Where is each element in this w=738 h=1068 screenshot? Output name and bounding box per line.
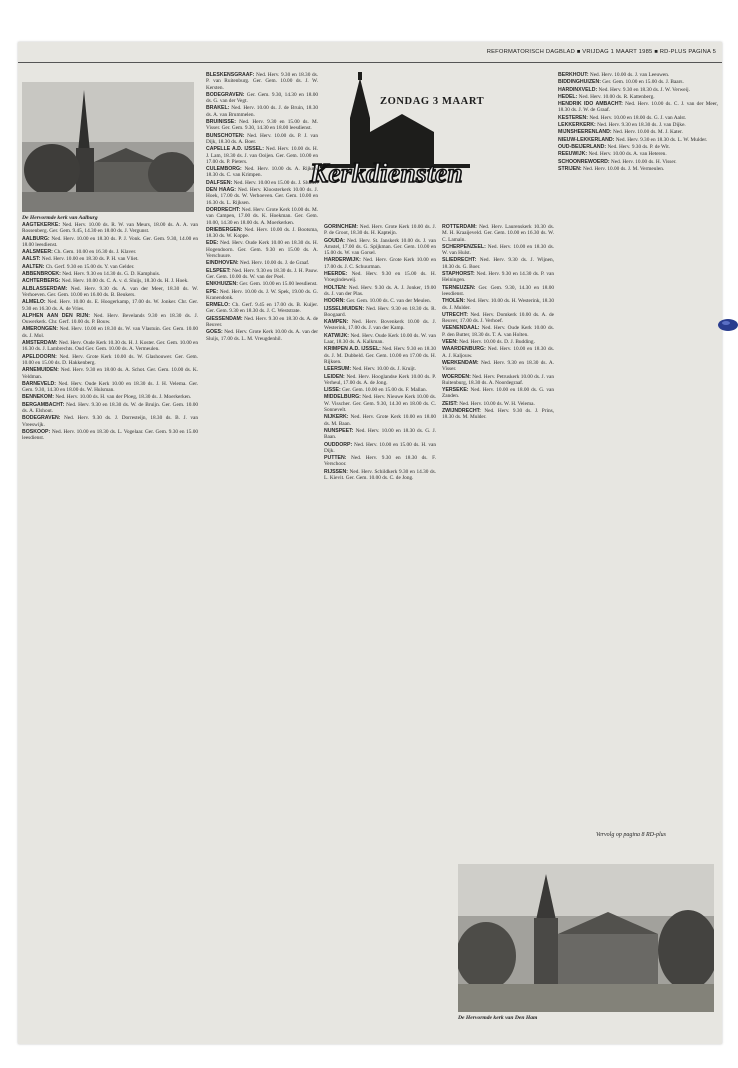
list-item: MIDDELBURG: Ned. Herv. Nieuwe Kerk 10.00 ds. W. Visscher. Ger. Gem. 9.30, 14.30 en 18.00 ds. C. Sonnevelt. xyxy=(324,394,436,414)
list-item: ARNEMUIDEN: Ned. Herv. 9.30 en 18.00 ds. A. Schot. Ger. Gem. 10.00 ds. K. Veldman. xyxy=(22,367,198,380)
list-item: HEERDE: Ned. Herv. 9.30 en 15.00 ds. H. Vroegindeweij. xyxy=(324,271,436,284)
list-item: BOSKOOP: Ned. Herv. 10.00 en 18.30 ds. L. Vogelaar. Ger. Gem. 9.30 en 15.00 leesdienst. xyxy=(22,428,198,442)
list-item: ALMELO: Ned. Herv. 10.00 ds. E. Hoogerkamp, 17.00 ds. W. Jonker. Chr. Ger. 9.30 en 16.30 ds. A. de Vries. xyxy=(22,299,198,312)
list-item: UTRECHT: Ned. Herv. Domkerk 10.00 ds. A. de Reuver, 17.00 ds. J. Verhoef. xyxy=(442,311,554,325)
list-item: STAPHORST: Ned. Herv. 9.30 en 14.30 ds. P. van Heiningen. xyxy=(442,271,554,284)
list-item: ROTTERDAM: Ned. Herv. Laurenskerk 10.30 ds. M. H. Kraaijeveld. Ger. Gem. 10.00 en 16.30 ds. W. C. Lamain. xyxy=(442,224,554,243)
list-item: GORINCHEM: Ned. Herv. Grote Kerk 10.00 ds. J. P. de Groot, 18.30 ds. H. Kapteijn. xyxy=(324,224,436,237)
list-item: OUD-BEIJERLAND: Ned. Herv. 9.30 ds. P. de Wit. xyxy=(558,143,671,150)
list-item: DEN HAAG: Ned. Herv. Kloosterkerk 10.00 ds. J. Hoek, 17.00 ds. W. Verhoeven. Ger. Gem. 10.00 en 16.30 ds. L. Rijksen. xyxy=(206,187,318,206)
list-item: ENKHUIZEN: Ger. Gem. 10.00 en 15.00 leesdienst. xyxy=(206,281,318,288)
list-item: HOORN: Ger. Gem. 10.00 ds. C. van der Meulen. xyxy=(324,298,431,305)
list-item: APELDOORN: Ned. Herv. Grote Kerk 10.00 ds. W. Glashouwer. Ger. Gem. 10.00 en 15.00 ds. D. Hakkenberg. xyxy=(22,353,198,366)
list-item: HARDINXVELD: Ned. Herv. 9.30 en 18.30 ds. J. W. Verweij. xyxy=(558,86,690,93)
list-item: GOUDA: Ned. Herv. St. Janskerk 10.00 ds. J. van Amstel, 17.00 ds. G. Spijkman. Ger. Gem. 10.00 en 15.00 ds. W. van Gorsel. xyxy=(324,237,436,257)
list-item: SLIEDRECHT: Ned. Herv. 9.30 ds. J. Wijnen, 18.30 ds. G. Boer. xyxy=(442,257,554,270)
list-item: HENDRIK IDO AMBACHT: Ned. Herv. 10.00 ds. C. J. van der Meer, 18.30 ds. J. W. de Graaf. xyxy=(558,101,718,114)
list-item: BRAKEL: Ned. Herv. 10.00 ds. J. de Bruin, 18.30 ds. A. van Brummelen. xyxy=(206,105,318,118)
list-item: AALSMEER: Ch. Gem. 10.00 en 16.30 ds. J. Klaver. xyxy=(22,249,137,256)
list-item: LISSE: Ger. Gem. 10.00 en 15.00 ds. F. Mallan. xyxy=(324,387,427,394)
newspaper-page xyxy=(18,42,722,1044)
list-item: AALST: Ned. Herv. 10.00 en 18.30 ds. P. H. van Vliet. xyxy=(22,256,139,263)
list-item: IJSSELMUIDEN: Ned. Herv. 9.30 en 18.30 ds. R. Boogaard. xyxy=(324,305,436,318)
list-item: BIDDINGHUIZEN: Ger. Gem. 10.00 en 15.00 ds. J. Baars. xyxy=(558,79,684,86)
list-item: AAGTEKERKE: Ned. Herv. 10.00 ds. R. W. van Meurs, 18.00 ds. A. A. van Rossenberg. Ger. Gem. 9.45, 14.30 en 18.00 ds. J. Vergunst. xyxy=(22,222,198,235)
list-item: WAARDENBURG: Ned. Herv. 10.00 en 18.30 ds. A. J. Kaljouw. xyxy=(442,346,554,359)
list-item: ACHTERBERG: Ned. Herv. 10.00 ds. C. A. v. d. Sluijs, 18.30 ds. H. J. Hoek. xyxy=(22,278,189,285)
list-item: BODEGRAVEN: Ger. Gem. 9.30, 14.30 en 18.00 ds. G. van der Vegt. xyxy=(206,91,318,105)
list-item: DORDRECHT: Ned. Herv. Grote Kerk 10.00 ds. M. van Campen, 17.00 ds. K. Hoekman. Ger. Gem. 10.00, 14.30 en 18.00 ds. A. Moerkerken. xyxy=(206,206,318,226)
list-item: VEEN: Ned. Herv. 10.00 ds. D. J. Budding. xyxy=(442,339,535,346)
list-item: LEERSUM: Ned. Herv. 10.00 ds. J. Kruijt. xyxy=(324,366,417,373)
column-3 xyxy=(324,224,436,1037)
list-item: NIEUW-LEKKERLAND: Ned. Herv. 9.30 en 18.30 ds. L. W. Mulder. xyxy=(558,136,708,143)
list-item: AALBURG: Ned. Herv. 10.00 en 18.30 ds. P. J. Vonk. Ger. Gem. 9.30, 14.00 en 18.00 leesdienst. xyxy=(22,235,198,248)
list-item: SCHERPENZEEL: Ned. Herv. 10.00 en 18.30 ds. W. van Hulst. xyxy=(442,243,554,257)
list-item: BLESKENSGRAAF: Ned. Herv. 9.30 en 18.30 ds. P. van Ruitenburg. Ger. Gem. 10.00 ds. J. W. Kersten. xyxy=(206,72,318,91)
list-item: GOES: Ned. Herv. Grote Kerk 10.00 ds. A. van der Sluijs, 17.00 ds. L. M. Vreugdenhil. xyxy=(206,329,318,342)
list-item: KRIMPEN A.D. IJSSEL: Ned. Herv. 9.30 en 18.30 ds. J. M. Dubbeld. Ger. Gem. 10.00 en 17.00 ds. H. Rijksen. xyxy=(324,346,436,365)
list-item: BENNEKOM: Ned. Herv. 10.00 ds. H. van der Ploeg, 18.30 ds. J. Moerkerken. xyxy=(22,394,192,401)
list-item: LEKKERKERK: Ned. Herv. 9.30 en 18.30 ds. J. van Dijke. xyxy=(558,122,686,129)
list-item: DALFSEN: Ned. Herv. 10.00 en 15.00 ds. J. Sluiter. xyxy=(206,179,318,186)
list-item: BERGAMBACHT: Ned. Herv. 9.30 en 18.30 ds. W. de Bruijn. Ger. Gem. 10.00 ds. A. Elshout. xyxy=(22,401,198,415)
list-item: HARDERWIJK: Ned. Herv. Grote Kerk 10.00 en 17.00 ds. J. C. Schuurman. xyxy=(324,257,436,270)
list-item: PUTTEN: Ned. Herv. 9.30 en 18.30 ds. F. Verschoor. xyxy=(324,455,436,468)
list-item: ELSPEET: Ned. Herv. 9.30 en 18.30 ds. J. H. Pauw. Ger. Gem. 10.00 ds. W. van der Poel. xyxy=(206,267,318,280)
list-item: ALBLASSERDAM: Ned. Herv. 9.30 ds. A. van der Meer, 18.30 ds. W. Verhoeven. Ger. Gem. 10.00 en 16.00 ds. B. Beukers. xyxy=(22,285,198,298)
list-item: LEIDEN: Ned. Herv. Hooglandse Kerk 10.00 ds. P. Verheul, 17.00 ds. A. de Jong. xyxy=(324,373,436,386)
list-item: BUNSCHOTEN: Ned. Herv. 10.00 ds. P. J. van Dijk, 18.30 ds. A. Boer. xyxy=(206,132,318,145)
kerkdiensten-title-block xyxy=(300,70,510,220)
list-item: AMSTERDAM: Ned. Herv. Oude Kerk 10.30 ds. H. J. Koster. Ger. Gem. 10.00 en 16.30 ds. J. Lambrechts. Oud Ger. Gem. 10.00 ds. A. Vermeulen. xyxy=(22,340,198,353)
list-item: KESTEREN: Ned. Herv. 10.00 en 18.00 ds. G. J. van Aalst. xyxy=(558,114,687,121)
list-item: EPE: Ned. Herv. 10.00 ds. J. W. Spek, 19.00 ds. G. Kranendonk. xyxy=(206,288,318,301)
list-item: SCHOONREWOERD: Ned. Herv. 10.00 ds. H. Visser. xyxy=(558,158,677,165)
list-item: ALPHEN AAN DEN RIJN: Ned. Herv. Bevelands 9.30 en 18.30 ds. J. Ouwerkerk. Chr. Gerf. 10.00 ds. P. Bouw. xyxy=(22,312,198,326)
list-item: ERMELO: Ch. Gerf. 9.45 en 17.00 ds. B. Kuijer. Ger. Gem. 9.30 en 18.30 ds. J. C. Weststrate. xyxy=(206,302,318,315)
page-title: Kerkdiensten xyxy=(310,158,464,188)
list-item: BARNEVELD: Ned. Herv. Oude Kerk 10.00 en 18.30 ds. J. H. Velema. Ger. Gem. 9.30, 14.30 en 18.00 ds. W. Hulsman. xyxy=(22,380,198,394)
list-item: BRUINISSE: Ned. Herv. 9.30 en 15.00 ds. M. Visser. Ger. Gem. 9.30, 14.30 en 18.00 leesdienst. xyxy=(206,119,318,132)
column-1 xyxy=(22,222,198,1037)
list-item: KATWIJK: Ned. Herv. Oude Kerk 10.00 ds. W. van Laar, 18.30 ds. A. Kalkman. xyxy=(324,332,436,346)
list-item: EDE: Ned. Herv. Oude Kerk 10.00 en 18.30 ds. H. Hogendoorn. Ger. Gem. 9.30 en 15.00 ds. A. Verschuure. xyxy=(206,240,318,260)
continued-note: Vervolg op pagina 8 RD-plus xyxy=(596,832,666,838)
list-item: KAMPEN: Ned. Herv. Bovenkerk 10.00 ds. J. Westerink, 17.00 ds. J. van der Kamp. xyxy=(324,319,436,332)
list-item: NUNSPEET: Ned. Herv. 10.00 en 18.30 ds. G. J. Baan. xyxy=(324,427,436,441)
list-item: STRIJEN: Ned. Herv. 10.00 ds. J. M. Vermeulen. xyxy=(558,165,665,172)
header-rule xyxy=(18,62,722,63)
list-item: CULEMBORG: Ned. Herv. 10.00 ds. A. Rijken, 18.30 ds. C. van Krimpen. xyxy=(206,166,318,179)
list-item: NIJKERK: Ned. Herv. Grote Kerk 10.00 en 18.00 ds. M. Baan. xyxy=(324,414,436,427)
photo-aalburg-church xyxy=(22,82,194,212)
list-item: RIJSSEN: Ned. Herv. Schildkerk 9.30 en 14.30 ds. L. Kievit. Ger. Gem. 10.00 ds. C. de Jong. xyxy=(324,468,436,481)
push-pin-icon xyxy=(716,318,738,332)
list-item: CAPELLE A.D. IJSSEL: Ned. Herv. 10.00 ds. H. J. Lam, 18.30 ds. J. van Ooijen. Ger. Gem. 10.00 en 17.00 ds. P. Pieters. xyxy=(206,146,318,165)
list-item: AMERONGEN: Ned. Herv. 10.00 en 18.30 ds. W. van Vlastuin. Ger. Gem. 10.00 ds. J. Mol. xyxy=(22,326,198,339)
list-item: REEUWIJK: Ned. Herv. 10.00 ds. A. van Heteren. xyxy=(558,151,667,158)
list-item: HOLTEN: Ned. Herv. 9.30 ds. A. J. Jonker, 19.00 ds. J. van der Plas. xyxy=(324,284,436,297)
list-item: EINDHOVEN: Ned. Herv. 10.00 ds. J. de Graaf. xyxy=(206,260,310,267)
list-item: VEENENDAAL: Ned. Herv. Oude Kerk 10.00 ds. P. den Butter, 18.30 ds. T. A. van Holten. xyxy=(442,325,554,338)
list-item: WOERDEN: Ned. Herv. Petruskerk 10.00 ds. J. van Ruitenburg, 18.30 ds. A. Noordegraaf. xyxy=(442,373,554,386)
list-item: ABBENBROEK: Ned. Herv. 9.30 en 14.30 ds. G. D. Kamphuis. xyxy=(22,271,161,278)
column-5 xyxy=(558,72,718,862)
list-item: BERKHOUT: Ned. Herv. 10.00 ds. J. van Leeuwen. xyxy=(558,72,670,78)
list-item: HEDEL: Ned. Herv. 10.00 ds. R. Kattenberg. xyxy=(558,93,655,100)
header-text: REFORMATORISCH DAGBLAD ■ VRIJDAG 1 MAART 1985 ■ RD-PLUS PAGINA 5 xyxy=(486,49,716,55)
page-header xyxy=(18,42,722,66)
list-item: YERSEKE: Ned. Herv. 10.00 en 18.00 ds. G. van Zanden. xyxy=(442,387,554,400)
list-item: AALTEN: Ch. Gerf. 9.30 en 15.00 ds. Y. van Gelder. xyxy=(22,263,135,270)
list-item: BODEGRAVEN: Ned. Herv. 9.30 ds. J. Dorresteijn, 18.30 ds. B. J. van Vreeswijk. xyxy=(22,415,198,428)
list-item: WERKENDAM: Ned. Herv. 9.30 en 18.30 ds. A. Visser. xyxy=(442,359,554,373)
list-item: TERNEUZEN: Ger. Gem. 9.30, 14.30 en 18.00 leesdienst. xyxy=(442,284,554,297)
photo-den-ham-church xyxy=(458,864,714,1012)
list-item: ZEIST: Ned. Herv. 10.00 ds. W. H. Velema. xyxy=(442,400,535,407)
column-2 xyxy=(206,72,318,1037)
list-item: ZWIJNDRECHT: Ned. Herv. 9.30 ds. J. Prins, 18.30 ds. M. Mulder. xyxy=(442,408,554,421)
list-item: DRIEBERGEN: Ned. Herv. 10.00 ds. J. Bootsma, 18.30 ds. W. Koppe. xyxy=(206,226,318,240)
photo-caption-aalburg: De Hervormde kerk van Aalburg xyxy=(22,215,98,221)
list-item: THOLEN: Ned. Herv. 10.00 ds. H. Westerink, 18.30 ds. J. Mulder. xyxy=(442,298,554,311)
list-item: MIJNSHEERENLAND: Ned. Herv. 10.00 ds. M. J. Kater. xyxy=(558,129,683,136)
list-item: GIESSENDAM: Ned. Herv. 9.30 en 18.30 ds. A. de Reuver. xyxy=(206,315,318,328)
photo-caption-den-ham: De Hervormde kerk van Den Ham xyxy=(458,1015,538,1021)
service-date: ZONDAG 3 MAART xyxy=(380,96,485,107)
church-silhouette-icon xyxy=(300,70,510,220)
list-item: OUDDORP: Ned. Herv. 10.00 en 15.00 ds. H. van Dijk. xyxy=(324,441,436,454)
